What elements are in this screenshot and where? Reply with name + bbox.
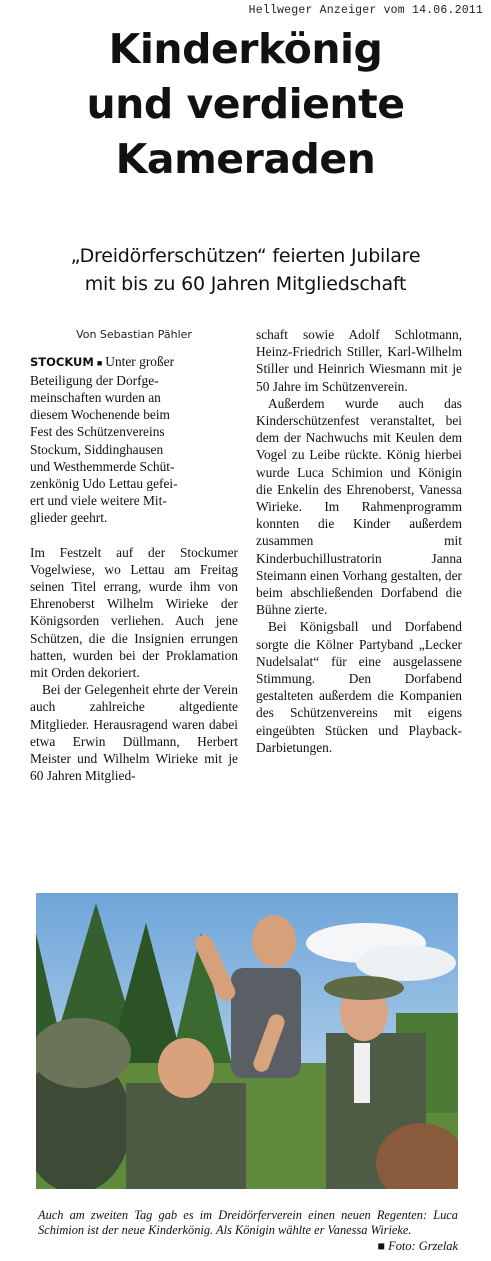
body-paragraph: schaft sowie Adolf Schlotmann, Heinz-Friedrich Stiller, Karl-Wilhelm Stiller und Heinrich Wiesmann mit je 50 Jahre im Schützenverein. (256, 327, 462, 394)
lead-line: zenkönig Udo Lettau gefei- (30, 475, 178, 491)
subheadline-line-2: mit bis zu 60 Jahren Mitgliedschaft (84, 273, 407, 295)
headline (0, 22, 491, 187)
article-photo (36, 893, 458, 1189)
lead-line: meinschaften wurden an (30, 389, 161, 405)
dateline: STOCKUM (30, 355, 94, 370)
headline-line-2: und verdiente (86, 80, 405, 128)
lead-line: und Westhemmerde Schüt- (30, 458, 175, 474)
subheadline (0, 242, 491, 298)
byline: Von Sebastian Pähler (76, 328, 192, 341)
source-line: Hellweger Anzeiger vom 14.06.2011 (248, 4, 483, 17)
headline-line-3: Kameraden (115, 135, 376, 183)
lead-line: Fest des Schützenvereins (30, 424, 165, 440)
lead-line: ert und viele weitere Mit- (30, 493, 167, 509)
lead-line: glieder geehrt. (30, 510, 108, 526)
article-column-right (256, 326, 462, 756)
lead-line: diesem Wochenende beim (30, 407, 170, 423)
caption-text: Auch am zweiten Tag gab es im Dreidörferverein einen neuen Regenten: Luca Schimion ist der neue Kinderkönig. Als Königin wählte er Vanessa Wirieke. (38, 1208, 458, 1238)
bullet-icon: ■ (96, 357, 103, 368)
photo-illustration (36, 893, 458, 1189)
photo-credit: ■ Foto: Grzelak (377, 1238, 458, 1253)
body-paragraph: Bei der Gelegenheit ehrte der Verein auch zahlreiche altgediente Mitglieder. Herausragend waren dabei etwa Erwin Düllmann, Herbert Meister und Wilhelm Wirieke mit je 60 Jahren Mitglied- (30, 682, 238, 784)
lead-line: Unter großer (105, 354, 175, 370)
body-paragraph: Im Festzelt auf der Stockumer Vogelwiese, wo Lettau am Freitag seinen Titel errang, wurde ihm von Ehrenoberst Wilhelm Wirieke der Königsorden verliehen. Auch jene Schützen, die die Insignien errungen hatten, wurden bei der Proklamation mit Orden dekoriert. (30, 544, 238, 680)
body-paragraph: Außerdem wurde auch das Kinderschützenfest veranstaltet, bei dem der Nachwuchs mit Keulen dem Vogel zu Leibe rückte. König hierbei wurde Luca Schimion und Königin die Enkelin des Ehrenoberst, Vanessa Wirieke. Im Rahmenprogramm konnten die Kinder außerdem zusammen mit Kinderbuchillustratorin Janna Steimann einen Vorhang gestalten, der beim abschließenden Dorfabend die Bühne zierte. (256, 395, 462, 618)
headline-line-1: Kinderkönig (108, 25, 383, 73)
body-paragraph: Bei Königsball und Dorfabend sorgte die Kölner Partyband „Lecker Nudelsalat“ für eine ausgelassene Stimmung. Den Dorfabend gestalteten außerdem die Kompanien des Schützenvereins mit eigens eingeübten Stücken und Playback-Darbietungen. (256, 619, 462, 755)
lead-line: Stockum, Siddinghausen (30, 441, 164, 457)
lead-paragraph (30, 353, 238, 526)
article-column-left (30, 326, 238, 784)
subheadline-line-1: „Dreidörferschützen“ feierten Jubilare (70, 245, 421, 267)
photo-caption (38, 1208, 458, 1254)
lead-line: Beteiligung der Dorfge- (30, 372, 159, 388)
